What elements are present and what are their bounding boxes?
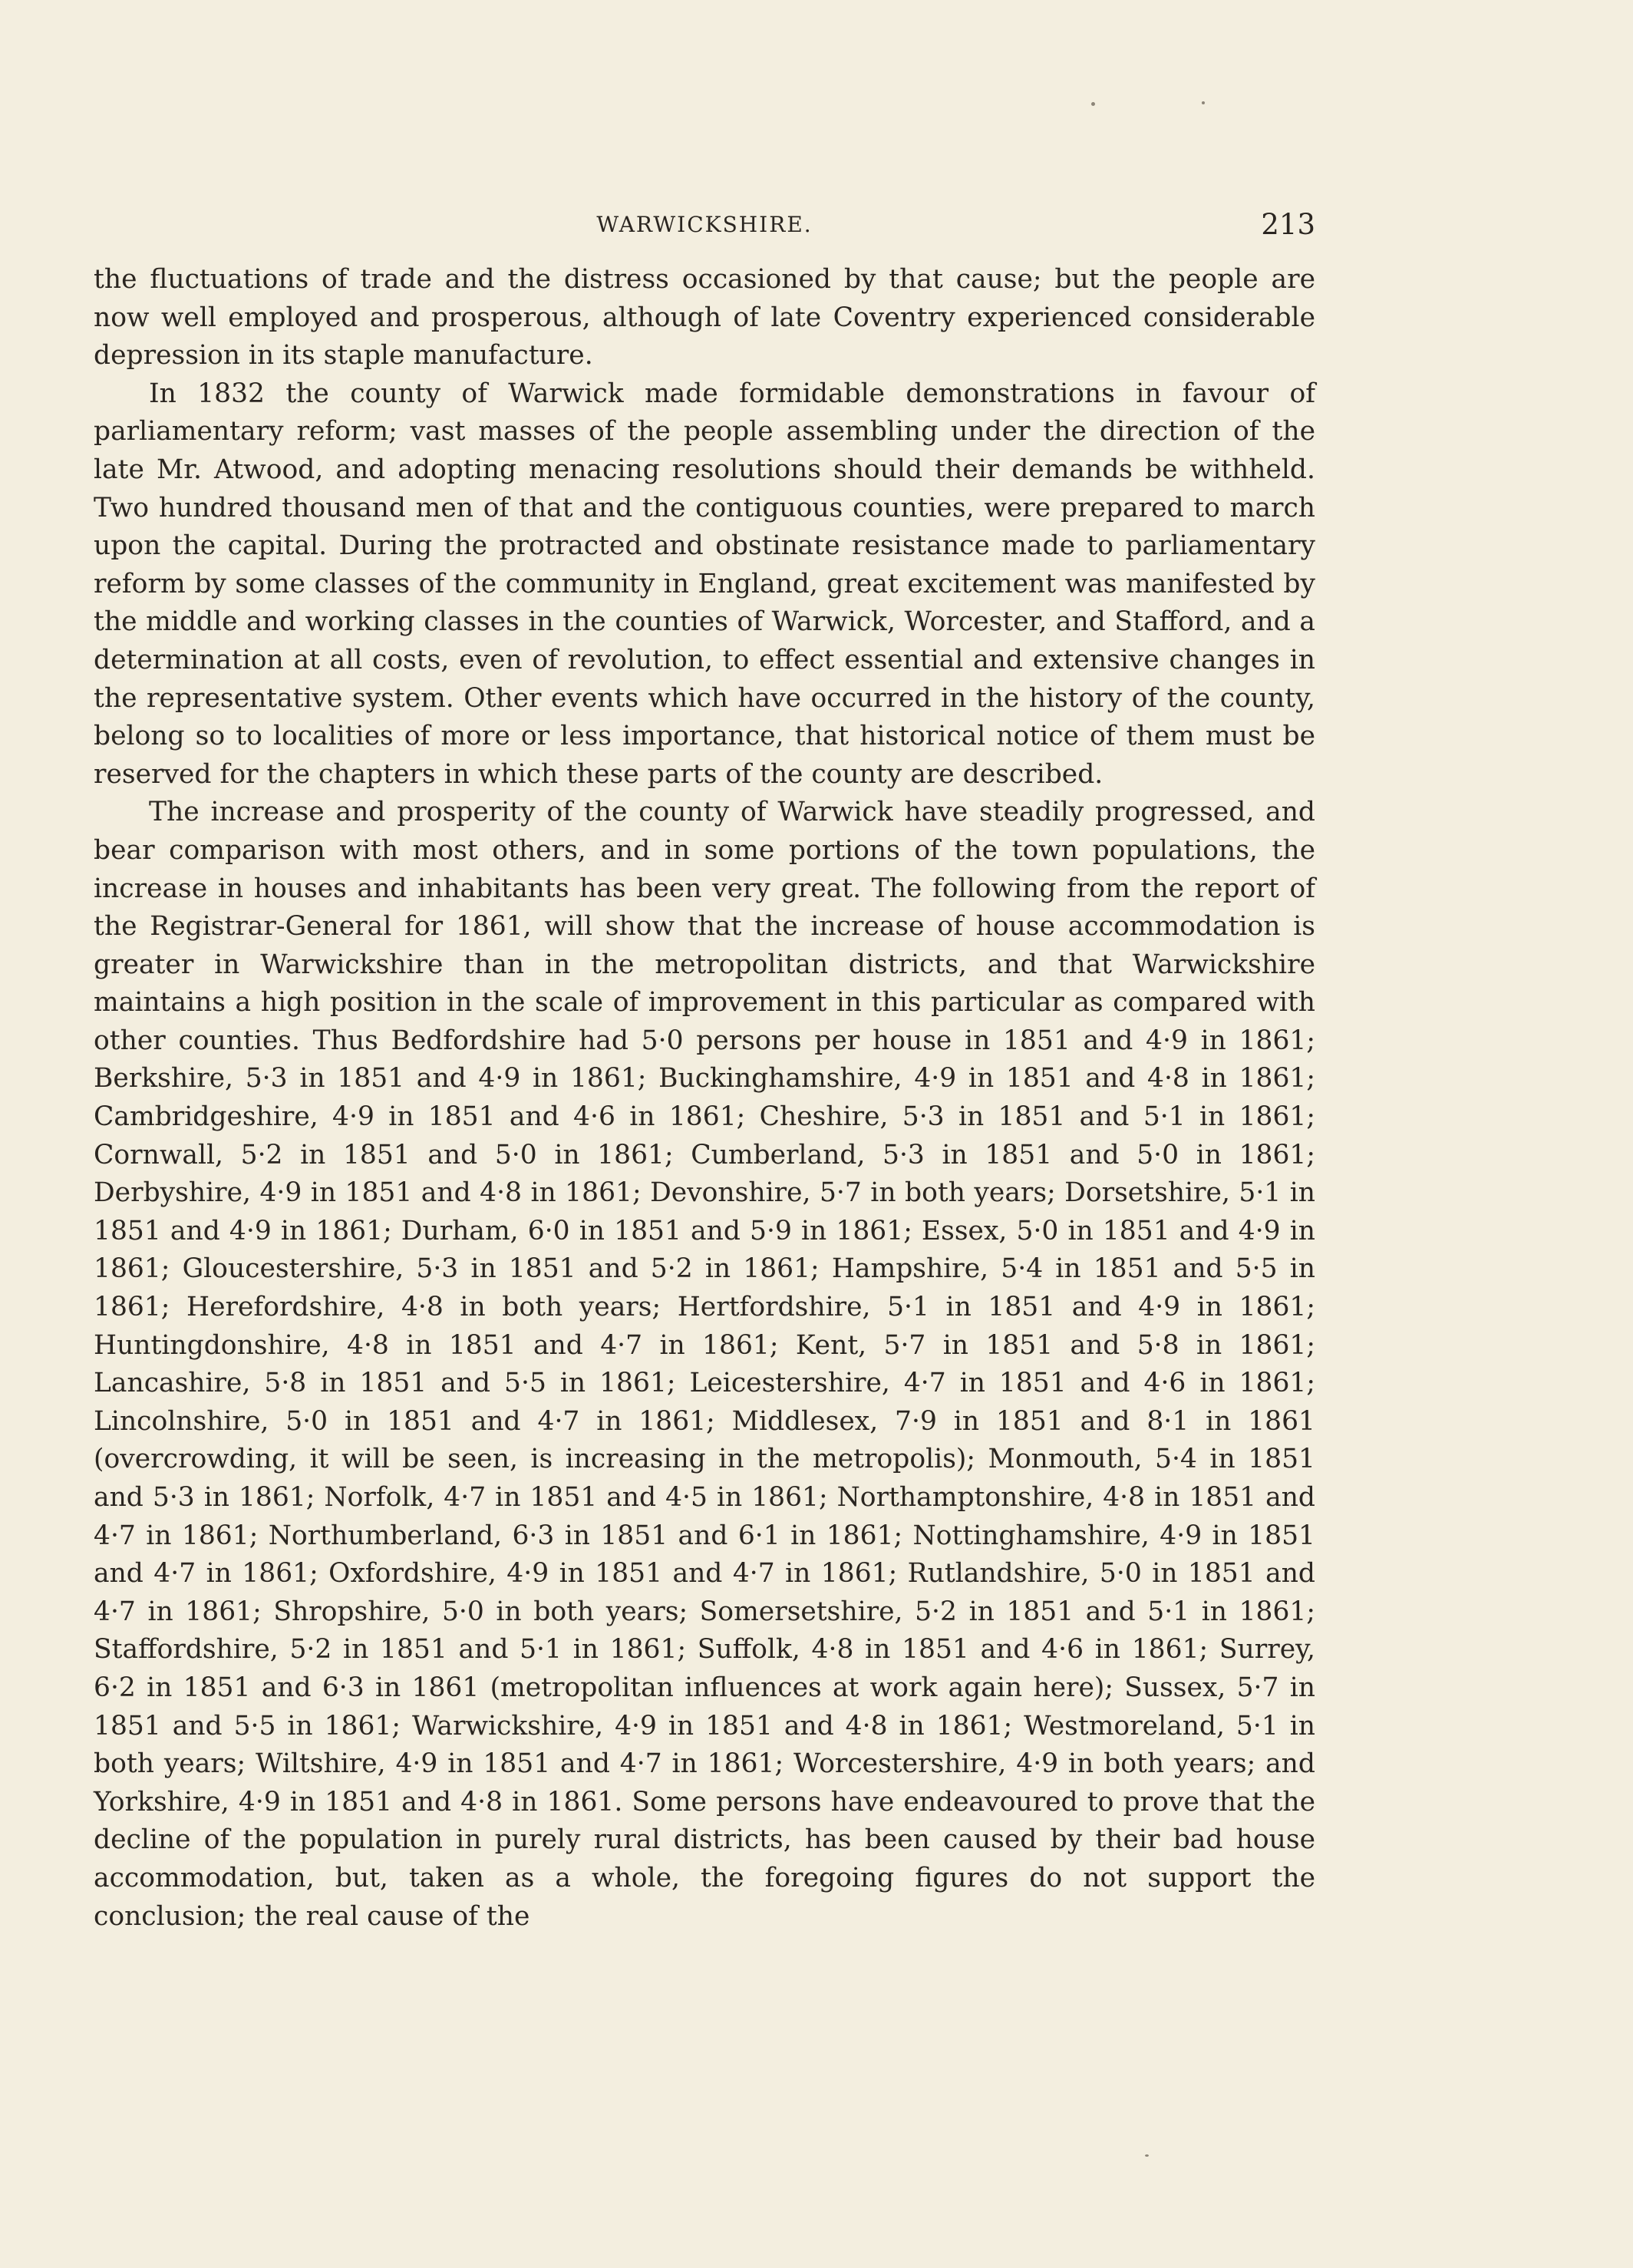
paper-speck xyxy=(1145,2154,1149,2157)
paragraph-reform-1832: In 1832 the county of Warwick made formidable demonstrations in favour of parliamentary reform; vast masses of the people assembling under the direction of the late Mr. Atwood, and adopting menacing resolutions should their demands be withheld. Two hundred thousand men of that and the contiguous counties, were prepared to march upon the capital. During the protracted and obstinate resistance made to parliamentary reform by some classes of the community in England, great excitement was manifested by the middle and working classes in the counties of Warwick, Worcester, and Stafford, and a determination at all costs, even of revolution, to effect essential and extensive changes in the representative system. Other events which have occurred in the history of the county, belong so to localities of more or less importance, that historical notice of them must be reserved for the chapters in which these parts of the county are described. xyxy=(94,378,1315,790)
body-text xyxy=(94,261,1315,1936)
paragraph-house-accommodation: The increase and prosperity of the county of Warwick have steadily progressed, and bear comparison with most others, and in some portions of the town populations, the increase in houses and inhabitants has been very great. The following from the report of the Registrar-General for 1861, will show that the increase of house accommodation is greater in Warwickshire than in the metropolitan districts, and that Warwickshire maintains a high position in the scale of improvement in this particular as compared with other counties. Thus Bedfordshire had 5·0 persons per house in 1851 and 4·9 in 1861; Berkshire, 5·3 in 1851 and 4·9 in 1861; Buckinghamshire, 4·9 in 1851 and 4·8 in 1861; Cambridgeshire, 4·9 in 1851 and 4·6 in 1861; Cheshire, 5·3 in 1851 and 5·1 in 1861; Cornwall, 5·2 in 1851 and 5·0 in 1861; Cumberland, 5·3 in 1851 and 5·0 in 1861; Derbyshire, 4·9 in 1851 and 4·8 in 1861; Devonshire, 5·7 in both years; Dorsetshire, 5·1 in 1851 and 4·9 in 1861; Durham, 6·0 in 1851 and 5·9 in 1861; Essex, 5·0 in 1851 and 4·9 in 1861; Gloucestershire, 5·3 in 1851 and 5·2 in 1861; Hampshire, 5·4 in 1851 and 5·5 in 1861; Herefordshire, 4·8 in both years; Hertfordshire, 5·1 in 1851 and 4·9 in 1861; Huntingdonshire, 4·8 in 1851 and 4·7 in 1861; Kent, 5·7 in 1851 and 5·8 in 1861; Lancashire, 5·8 in 1851 and 5·5 in 1861; Leicestershire, 4·7 in 1851 and 4·6 in 1861; Lincolnshire, 5·0 in 1851 and 4·7 in 1861; Middlesex, 7·9 in 1851 and 8·1 in 1861 (overcrowding, it will be seen, is increasing in the metropolis); Monmouth, 5·4 in 1851 and 5·3 in 1861; Norfolk, 4·7 in 1851 and 4·5 in 1861; Northamptonshire, 4·8 in 1851 and 4·7 in 1861; Northumberland, 6·3 in 1851 and 6·1 in 1861; Nottinghamshire, 4·9 in 1851 and 4·7 in 1861; Oxfordshire, 4·9 in 1851 and 4·7 in 1861; Rutlandshire, 5·0 in 1851 and 4·7 in 1861; Shropshire, 5·0 in both years; Somersetshire, 5·2 in 1851 and 5·1 in 1861; Staffordshire, 5·2 in 1851 and 5·1 in 1861; Suffolk, 4·8 in 1851 and 4·6 in 1861; Surrey, 6·2 in 1851 and 6·3 in 1861 (metropolitan influences at work again here); Sussex, 5·7 in 1851 and 5·5 in 1861; Warwickshire, 4·9 in 1851 and 4·8 in 1861; Westmoreland, 5·1 in both years; Wiltshire, 4·9 in 1851 and 4·7 in 1861; Worcestershire, 4·9 in both years; and Yorkshire, 4·9 in 1851 and 4·8 in 1861. Some persons have endeavoured to prove that the decline of the population in purely rural districts, has been caused by their bad house accommodation, but, taken as a whole, the foregoing figures do not support the conclusion; the real cause of the xyxy=(94,797,1315,1932)
page-header xyxy=(94,206,1315,244)
paper-speck xyxy=(1091,102,1095,106)
paragraph-trade-distress: the fluctuations of trade and the distress occasioned by that cause; but the people are now well employed and prosperous, although of late Coventry experienced considerable depression in its staple manufacture. xyxy=(94,264,1315,371)
page-number: 213 xyxy=(1261,208,1315,241)
running-head: WARWICKSHIRE. xyxy=(596,212,813,237)
paper-speck xyxy=(1202,101,1205,104)
